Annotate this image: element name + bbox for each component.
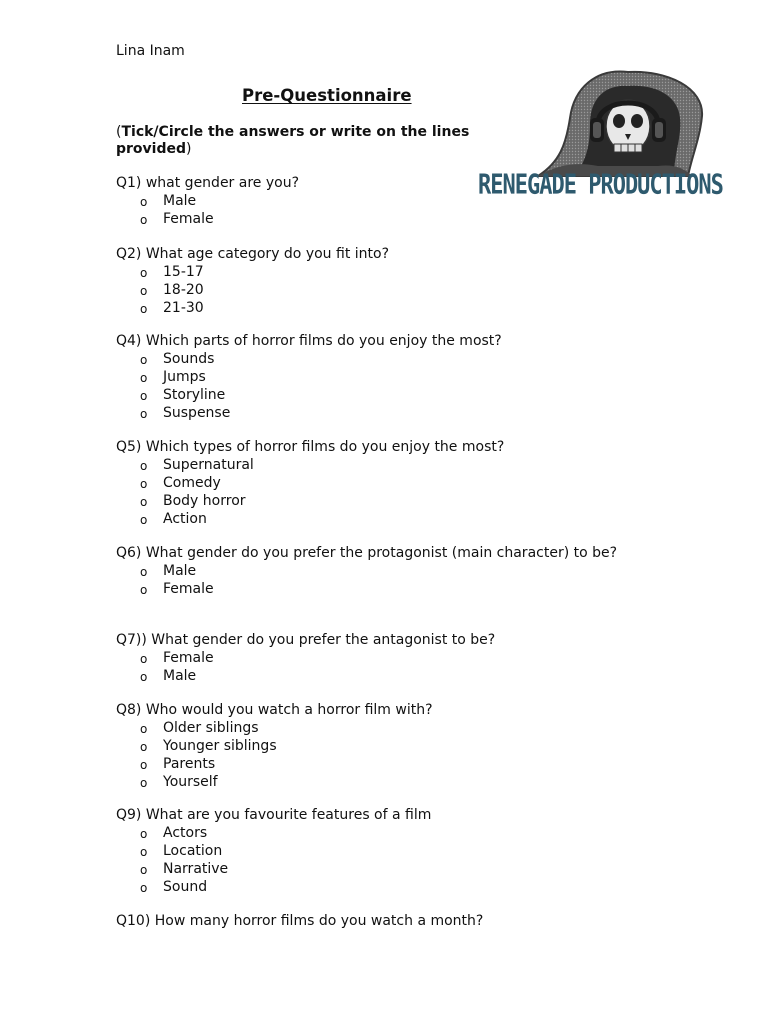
- bullet-circle-icon: o: [140, 845, 148, 859]
- bullet-circle-icon: o: [140, 371, 148, 385]
- option-item[interactable]: [116, 667, 656, 685]
- instructions: [116, 124, 516, 158]
- instructions-open-paren: (: [116, 124, 122, 140]
- option-item[interactable]: [116, 386, 656, 404]
- bullet-circle-icon: o: [140, 284, 148, 298]
- bullet-circle-icon: o: [140, 758, 148, 772]
- option-item[interactable]: [116, 824, 656, 842]
- option-label: Male: [163, 563, 197, 579]
- option-label: Jumps: [163, 369, 206, 385]
- question-text: Q9) What are you favourite features of a film: [116, 807, 432, 823]
- option-item[interactable]: [116, 878, 656, 896]
- bullet-circle-icon: o: [140, 863, 148, 877]
- option-item[interactable]: [116, 842, 656, 860]
- question-q5: [116, 438, 656, 528]
- option-item[interactable]: [116, 281, 656, 299]
- bullet-circle-icon: o: [140, 477, 148, 491]
- option-label: Female: [163, 211, 214, 227]
- option-item[interactable]: [116, 580, 656, 598]
- option-list: [116, 719, 656, 791]
- option-item[interactable]: [116, 755, 656, 773]
- question-q8: [116, 701, 656, 791]
- option-item[interactable]: [116, 210, 656, 228]
- option-label: Female: [163, 581, 214, 597]
- option-label: Parents: [163, 756, 216, 772]
- option-label: Location: [163, 843, 223, 859]
- option-item[interactable]: [116, 474, 656, 492]
- option-label: Younger siblings: [163, 738, 277, 754]
- bullet-circle-icon: o: [140, 652, 148, 666]
- option-label: Yourself: [163, 774, 218, 790]
- option-label: Suspense: [163, 405, 231, 421]
- bullet-circle-icon: o: [140, 353, 148, 367]
- option-label: Female: [163, 650, 214, 666]
- question-text: Q8) Who would you watch a horror film with?: [116, 702, 433, 718]
- bullet-circle-icon: o: [140, 513, 148, 527]
- bullet-circle-icon: o: [140, 881, 148, 895]
- option-item[interactable]: [116, 649, 656, 667]
- question-text: Q2) What age category do you fit into?: [116, 246, 390, 262]
- question-text: Q10) How many horror films do you watch a month?: [116, 913, 484, 929]
- question-q6: [116, 544, 656, 598]
- question-q4: [116, 332, 656, 422]
- option-item[interactable]: [116, 737, 656, 755]
- option-label: Older siblings: [163, 720, 259, 736]
- option-label: Male: [163, 193, 197, 209]
- bullet-circle-icon: o: [140, 389, 148, 403]
- bullet-circle-icon: o: [140, 565, 148, 579]
- question-q7: [116, 631, 656, 685]
- author-name: Lina Inam: [116, 43, 185, 59]
- option-label: Action: [163, 511, 207, 527]
- question-text: Q7)) What gender do you prefer the antagonist to be?: [116, 632, 496, 648]
- option-item[interactable]: [116, 719, 656, 737]
- bullet-circle-icon: o: [140, 407, 148, 421]
- option-label: Male: [163, 668, 197, 684]
- page-title: Pre-Questionnaire: [242, 86, 412, 105]
- option-list: [116, 192, 656, 228]
- option-label: Comedy: [163, 475, 221, 491]
- option-label: Body horror: [163, 493, 246, 509]
- question-q1: [116, 174, 656, 228]
- bullet-circle-icon: o: [140, 495, 148, 509]
- option-item[interactable]: [116, 456, 656, 474]
- question-q2: [116, 245, 656, 317]
- bullet-circle-icon: o: [140, 722, 148, 736]
- option-item[interactable]: [116, 492, 656, 510]
- option-list: [116, 562, 656, 598]
- option-item[interactable]: [116, 773, 656, 791]
- option-item[interactable]: [116, 263, 656, 281]
- bullet-circle-icon: o: [140, 459, 148, 473]
- question-text: Q1) what gender are you?: [116, 175, 300, 191]
- option-label: Narrative: [163, 861, 229, 877]
- option-item[interactable]: [116, 192, 656, 210]
- option-item[interactable]: [116, 562, 656, 580]
- option-label: Actors: [163, 825, 208, 841]
- bullet-circle-icon: o: [140, 302, 148, 316]
- bullet-circle-icon: o: [140, 195, 148, 209]
- option-label: Storyline: [163, 387, 226, 403]
- option-item[interactable]: [116, 860, 656, 878]
- question-text: Q6) What gender do you prefer the protagonist (main character) to be?: [116, 545, 618, 561]
- option-label: Sound: [163, 879, 208, 895]
- bullet-circle-icon: o: [140, 266, 148, 280]
- bullet-circle-icon: o: [140, 670, 148, 684]
- bullet-circle-icon: o: [140, 213, 148, 227]
- option-item[interactable]: [116, 510, 656, 528]
- bullet-circle-icon: o: [140, 583, 148, 597]
- option-label: 15-17: [163, 264, 204, 280]
- bullet-circle-icon: o: [140, 827, 148, 841]
- option-item[interactable]: [116, 368, 656, 386]
- instructions-close-paren: ): [186, 141, 192, 157]
- option-list: [116, 263, 656, 317]
- option-list: [116, 350, 656, 422]
- option-item[interactable]: [116, 299, 656, 317]
- question-q10: [116, 912, 656, 930]
- instructions-text: Tick/Circle the answers or write on the lines provided: [116, 124, 470, 157]
- question-text: Q5) Which types of horror films do you enjoy the most?: [116, 439, 505, 455]
- option-label: 21-30: [163, 300, 204, 316]
- option-label: 18-20: [163, 282, 204, 298]
- question-text: Q4) Which parts of horror films do you enjoy the most?: [116, 333, 502, 349]
- question-q9: [116, 806, 656, 896]
- option-item[interactable]: [116, 350, 656, 368]
- option-list: [116, 824, 656, 896]
- option-list: [116, 456, 656, 528]
- option-label: Sounds: [163, 351, 215, 367]
- logo-text: RENEGADE PRODUCTIONS: [478, 169, 723, 201]
- bullet-circle-icon: o: [140, 740, 148, 754]
- option-list: [116, 649, 656, 685]
- bullet-circle-icon: o: [140, 776, 148, 790]
- option-item[interactable]: [116, 404, 656, 422]
- option-label: Supernatural: [163, 457, 254, 473]
